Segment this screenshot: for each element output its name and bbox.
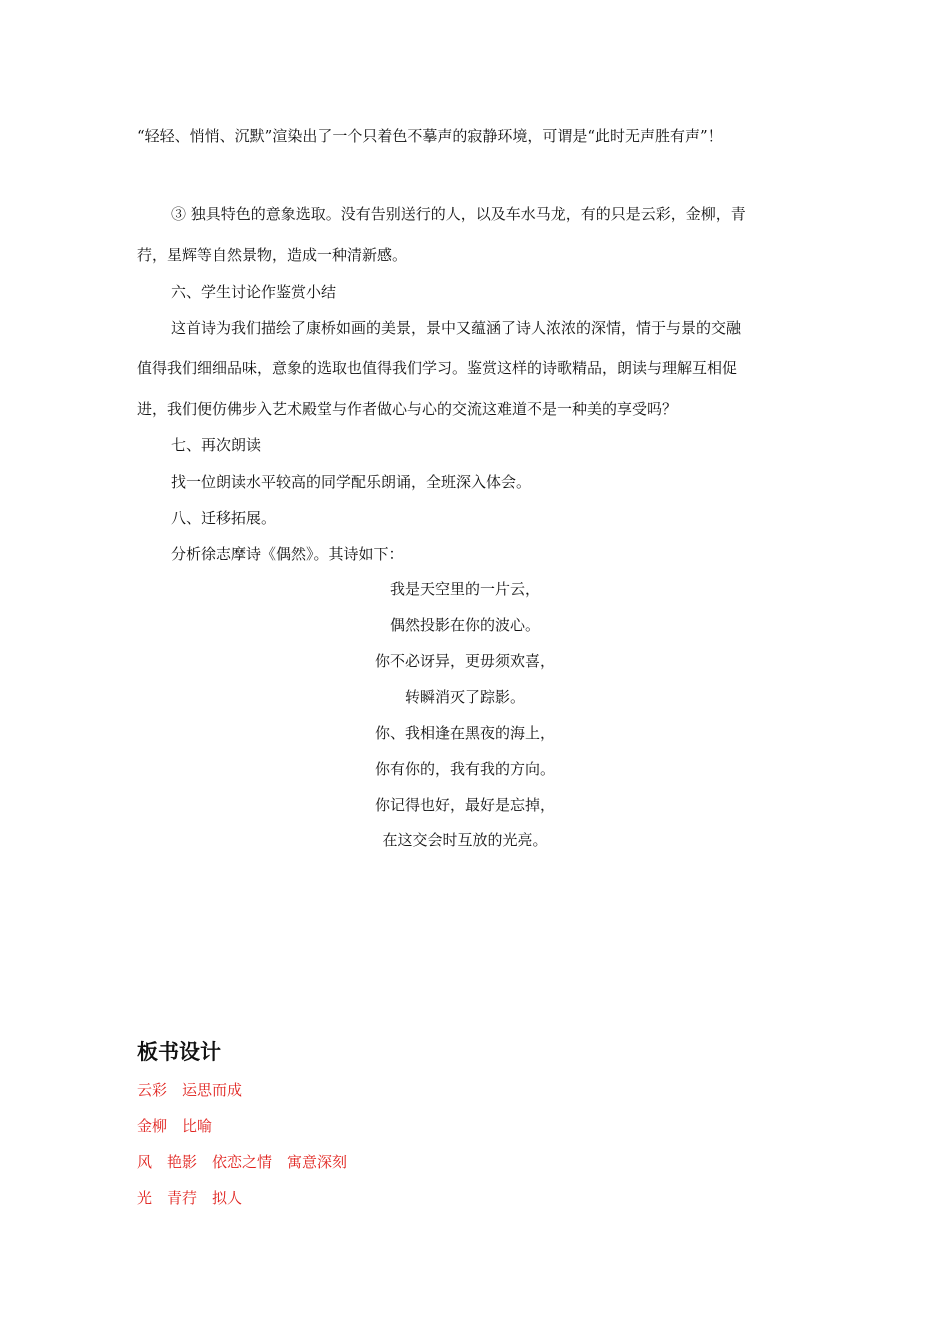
paragraph-line: 值得我们细细品味，意象的选取也值得我们学习。鉴赏这样的诗歌精品，朗读与理解互相促 <box>137 359 738 377</box>
poem-line: 你有你的，我有我的方向。 <box>374 760 555 778</box>
board-line: 光 青荇 拟人 <box>137 1189 243 1207</box>
paragraph-line: 进，我们便仿佛步入艺术殿堂与作者做心与心的交流这难道不是一种美的享受吗？ <box>137 400 678 418</box>
board-line: 云彩 运思而成 <box>137 1081 243 1099</box>
section-heading: 八、迁移拓展。 <box>171 509 277 527</box>
section-heading: 七、再次朗读 <box>171 436 262 454</box>
poem-line: 转瞬消灭了踪影。 <box>404 688 525 706</box>
poem-line: 你不必讶异，更毋须欢喜， <box>374 652 555 670</box>
poem-line: 偶然投影在你的波心。 <box>389 616 540 634</box>
paragraph-line: ③ 独具特色的意象选取。没有告别送行的人，以及车水马龙，有的只是云彩，金柳，青 <box>171 205 746 223</box>
poem-line: 我是天空里的一片云， <box>389 580 540 598</box>
section-heading: 六、学生讨论作鉴赏小结 <box>171 283 337 301</box>
paragraph-line: 这首诗为我们描绘了康桥如画的美景，景中又蕴涵了诗人浓浓的深情，情于与景的交融 <box>171 319 742 337</box>
board-line: 金柳 比喻 <box>137 1117 213 1135</box>
paragraph-line: 荇，星辉等自然景物，造成一种清新感。 <box>137 246 408 264</box>
poem-line: 在这交会时互放的光亮。 <box>382 831 548 849</box>
board-design-heading: 板书设计 <box>137 1040 221 1064</box>
paragraph-line: 找一位朗读水平较高的同学配乐朗诵，全班深入体会。 <box>171 473 532 491</box>
paragraph-line: “轻轻、悄悄、沉默”渲染出了一个只着色不摹声的寂静环境，可谓是“此时无声胜有声”！ <box>137 127 723 145</box>
paragraph-line: 分析徐志摩诗《偶然》。其诗如下： <box>171 545 404 563</box>
board-line: 风 艳影 依恋之情 寓意深刻 <box>137 1153 348 1171</box>
poem-line: 你记得也好，最好是忘掉， <box>374 796 555 814</box>
poem-line: 你、我相逢在黑夜的海上， <box>374 724 555 742</box>
